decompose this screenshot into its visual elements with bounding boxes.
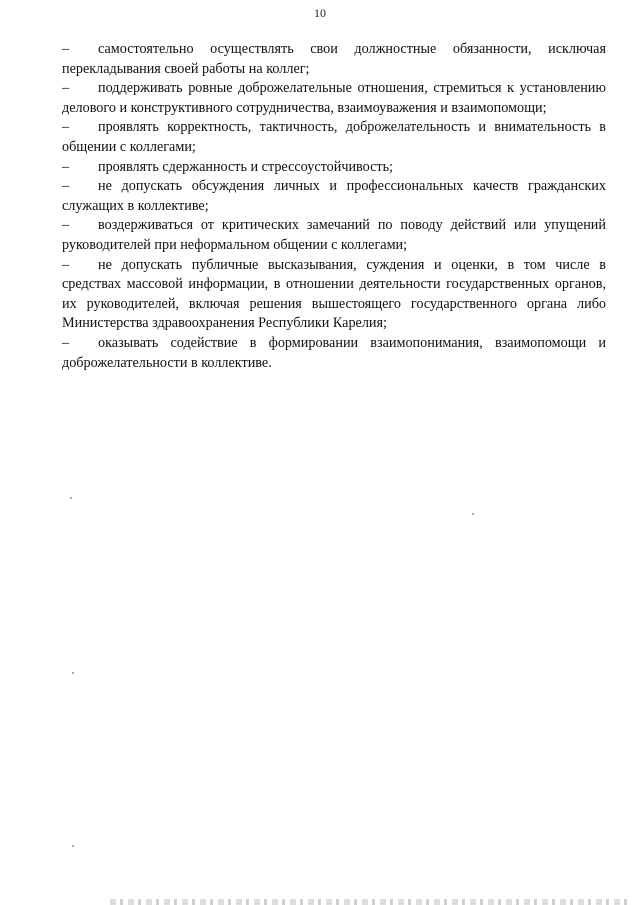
list-item-text: не допускать публичные высказывания, суждения и оценки, в том числе в средствах массовой информации, в отношении деятельности государственных органов, их руководителей, включая решения вышестоящего государственного органа либо Министерства здравоохранения Республики Карелия;: [62, 256, 606, 332]
list-item: [62, 118, 606, 157]
document-body: [62, 40, 606, 373]
list-item: [62, 216, 606, 255]
list-item: [62, 40, 606, 79]
list-item-text: не допускать обсуждения личных и профессиональных качеств гражданских служащих в коллективе;: [62, 178, 606, 214]
list-item: [62, 334, 606, 373]
list-dash: –: [62, 158, 70, 175]
scan-speck: [472, 513, 474, 515]
list-item-text: воздерживаться от критических замечаний по поводу действий или упущений руководителей при неформальном общении с коллегами;: [62, 217, 606, 253]
list-item: [62, 158, 606, 178]
list-item-text: проявлять сдержанность и стрессоустойчивость;: [98, 158, 394, 175]
scan-speck: [72, 845, 74, 847]
list-dash: –: [62, 217, 70, 234]
list-item-text: самостоятельно осуществлять свои должностные обязанности, исключая перекладывания своей работы на коллег;: [62, 41, 606, 77]
list-item: [62, 256, 606, 334]
scan-speck: [72, 672, 74, 674]
list-dash: –: [62, 80, 70, 97]
list-item-text: поддерживать ровные доброжелательные отношения, стремиться к установлению делового и конструктивного сотрудничества, взаимоуважения и взаимопомощи;: [62, 80, 606, 116]
list-item-text: оказывать содействие в формировании взаимопонимания, взаимопомощи и доброжелательности в коллективе.: [62, 334, 606, 371]
list-dash: –: [62, 41, 70, 57]
scan-speck: [70, 497, 72, 499]
page-number: 10: [314, 6, 326, 20]
list-item-text: проявлять корректность, тактичность, доброжелательность и внимательность в общении с коллегами;: [62, 119, 606, 155]
list-dash: –: [62, 178, 70, 195]
list-item: [62, 79, 606, 118]
list-item: [62, 177, 606, 216]
list-dash: –: [62, 256, 70, 273]
list-dash: –: [62, 119, 70, 136]
list-dash: –: [62, 334, 70, 351]
scan-edge-artifact: [110, 899, 630, 905]
